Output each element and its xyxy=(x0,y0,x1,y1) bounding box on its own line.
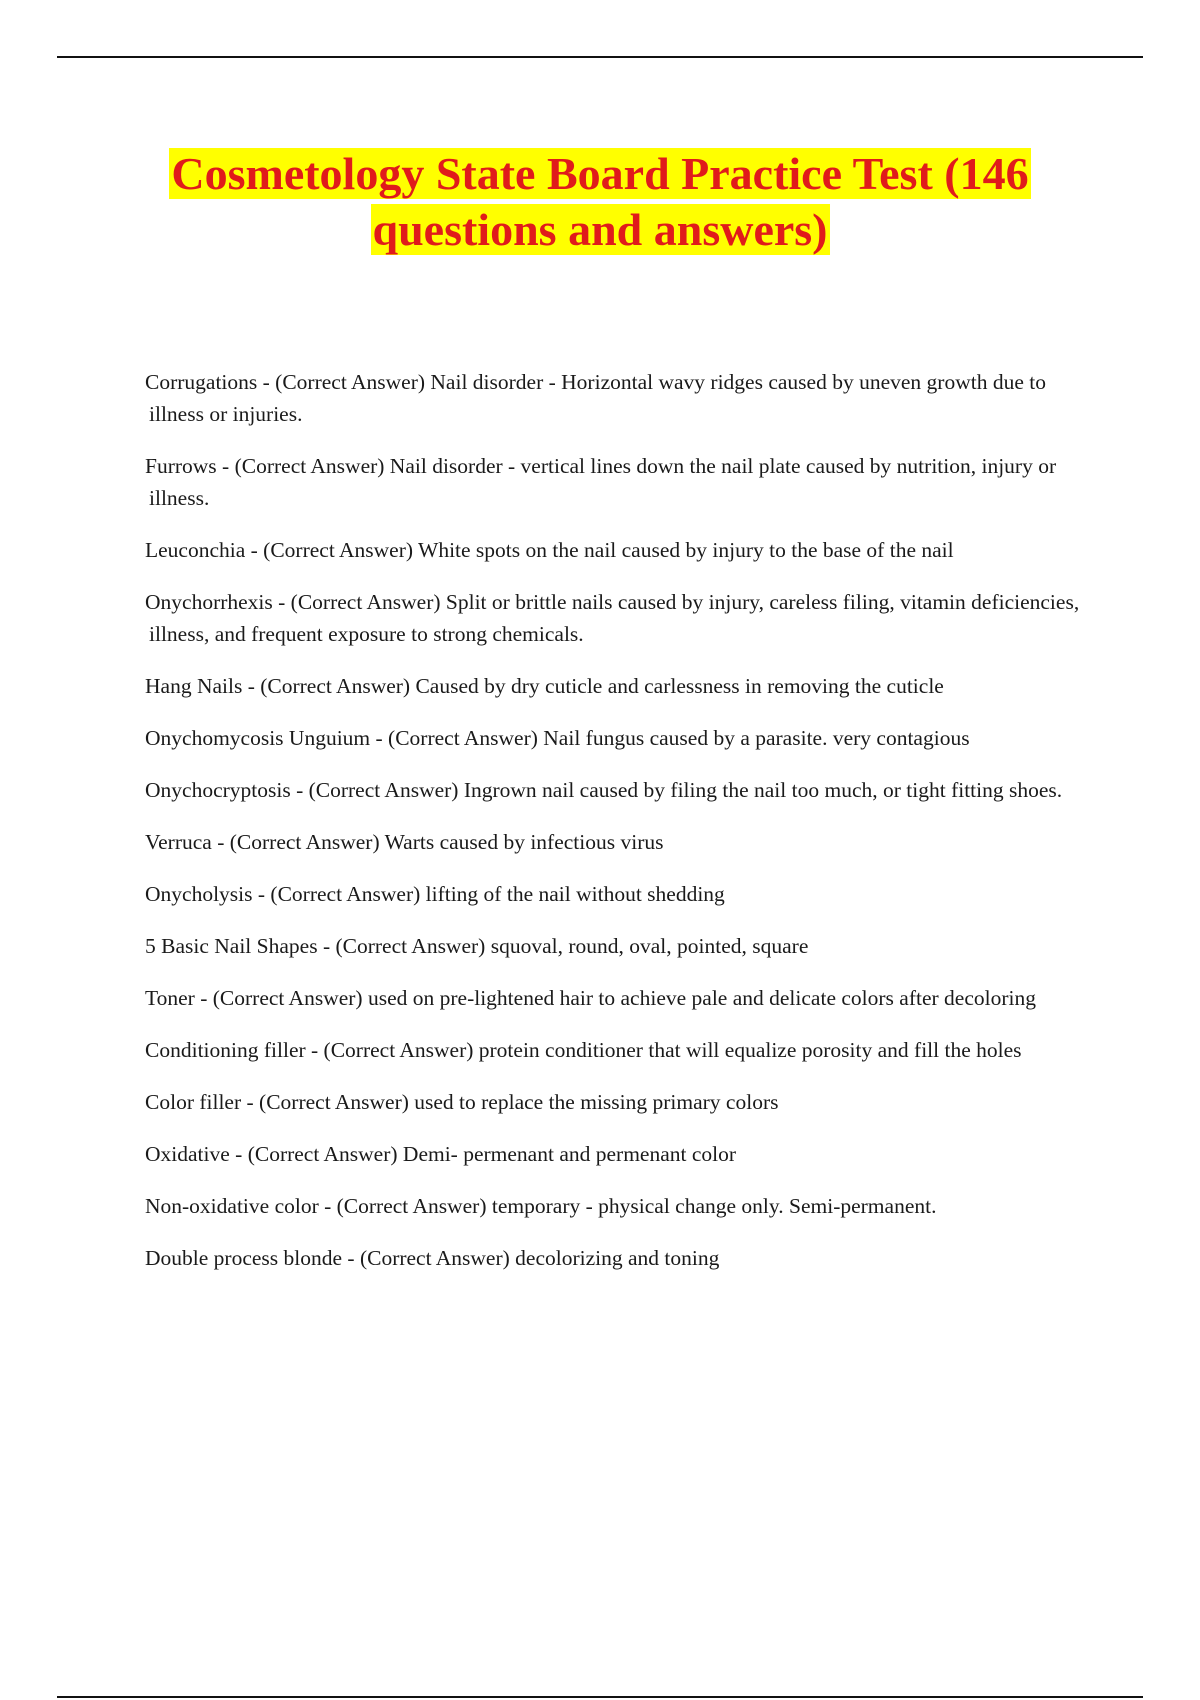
title-line-2: questions and answers) xyxy=(372,204,828,255)
list-item: Non-oxidative color - (Correct Answer) temporary - physical change only. Semi-permanent. xyxy=(145,1194,937,1218)
title-line-1: Cosmetology State Board Practice Test (146 xyxy=(171,148,1029,199)
list-item: Color filler - (Correct Answer) used to replace the missing primary colors xyxy=(145,1090,779,1114)
list-item: Oxidative - (Correct Answer) Demi- permenant and permenant color xyxy=(145,1142,737,1166)
list-item: Onycholysis - (Correct Answer) lifting of the nail without shedding xyxy=(145,882,725,906)
list-item: Hang Nails - (Correct Answer) Caused by dry cuticle and carlessness in removing the cuticle xyxy=(145,674,944,698)
top-divider xyxy=(57,56,1143,58)
qa-list xyxy=(145,366,1085,1294)
bottom-divider xyxy=(57,1696,1143,1698)
list-item: Toner - (Correct Answer) used on pre-lightened hair to achieve pale and delicate colors after decoloring xyxy=(145,986,1036,1010)
page-title xyxy=(60,146,1140,258)
list-item: Leuconchia - (Correct Answer) White spots on the nail caused by injury to the base of the nail xyxy=(145,538,954,562)
list-item: Onychorrhexis - (Correct Answer) Split or brittle nails caused by injury, careless filing, vitamin deficiencies, illness, and frequent exposure to strong chemicals. xyxy=(145,590,1080,646)
list-item: 5 Basic Nail Shapes - (Correct Answer) squoval, round, oval, pointed, square xyxy=(145,934,809,958)
list-item: Furrows - (Correct Answer) Nail disorder - vertical lines down the nail plate caused by nutrition, injury or illness. xyxy=(145,454,1057,510)
list-item: Verruca - (Correct Answer) Warts caused by infectious virus xyxy=(145,830,664,854)
list-item: Double process blonde - (Correct Answer) decolorizing and toning xyxy=(145,1246,720,1270)
list-item: Onychomycosis Unguium - (Correct Answer) Nail fungus caused by a parasite. very contagious xyxy=(145,726,970,750)
list-item: Conditioning filler - (Correct Answer) protein conditioner that will equalize porosity and fill the holes xyxy=(145,1038,1022,1062)
list-item: Corrugations - (Correct Answer) Nail disorder - Horizontal wavy ridges caused by uneven growth due to illness or injuries. xyxy=(145,370,1046,426)
list-item: Onychocryptosis - (Correct Answer) Ingrown nail caused by filing the nail too much, or tight fitting shoes. xyxy=(145,778,1063,802)
